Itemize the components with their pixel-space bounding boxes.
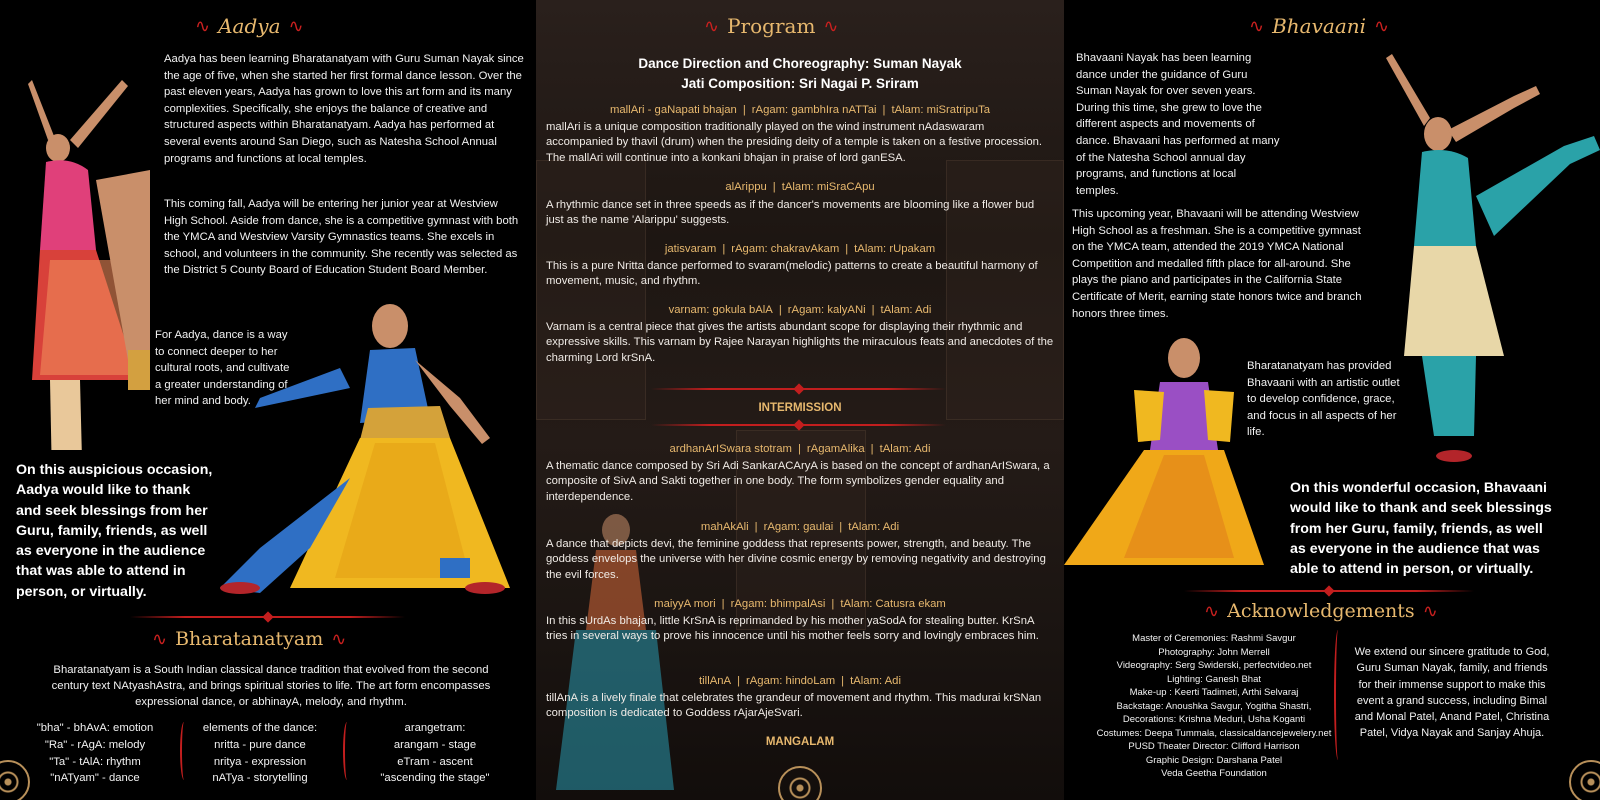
glossary-item: "ascending the stage" xyxy=(380,772,490,785)
credit-line: Master of Ceremonies: Rashmi Savgur xyxy=(1132,633,1296,644)
program-item-header: maiyyA mori | rAgam: bhimpalAsi | tAlam: Catusra ekam xyxy=(654,598,946,610)
swirl-left-icon: ∿ xyxy=(1204,600,1220,622)
acknowledgements-heading xyxy=(1204,600,1438,622)
aadya-bio-2: This coming fall, Aadya will be entering her junior year at Westview High School. Aside from dance, she is a competitive gymnast with both the YMCA and Westview Varsity Gymnastics teams. She excels in school, and volunteers in the community. She recently was selected as the District 5 County Board of Education Student Board Member. xyxy=(164,198,519,277)
swirl-right-icon: ∿ xyxy=(331,628,347,650)
swirl-left-icon: ∿ xyxy=(1249,15,1265,37)
aadya-bio-1: Aadya has been learning Bharatanatyam with Guru Suman Nayak since the age of five, when she started her first formal dance lesson. Over the past eleven years, Aadya has grown to love this art form and its many complexities. Specifically, she enjoys the balance of creative and structured aspects within Bharatanatyam. Aadya has performed at several events around San Diego, such as Natesha School Annual programs and functions at local temples. xyxy=(164,53,524,165)
choreography-credit: Dance Direction and Choreography: Suman Nayak xyxy=(638,56,962,71)
program-heading xyxy=(704,14,839,38)
item-talam: tAlam: miSratripuTa xyxy=(891,104,990,116)
credit-line: Lighting: Ganesh Bhat xyxy=(1166,673,1261,685)
bhavaani-panel xyxy=(1064,0,1600,800)
aadya-dancer-photo-2 xyxy=(200,288,520,608)
item-talam: tAlam: Adi xyxy=(880,304,932,316)
program-item-header: mallAri - gaNapati bhajan | rAgam: gambhIra nATTai | tAlam: miSratripuTa xyxy=(609,104,990,116)
item-talam: tAlam: Adi xyxy=(850,675,901,687)
bracket-divider xyxy=(343,722,351,780)
glossary-item: "Ra" - rAgA: melody xyxy=(44,738,146,751)
swirl-left-icon: ∿ xyxy=(152,628,168,650)
item-name: alArippu xyxy=(725,181,767,193)
item-talam: tAlam: Catusra ekam xyxy=(840,598,946,610)
item-talam: tAlam: Adi xyxy=(879,443,931,455)
program-item-header: ardhanArISwara stotram | rAgamAlika | tAlam: Adi xyxy=(669,443,931,455)
bhavaani-dancer-photo-2 xyxy=(1064,330,1264,580)
glossary-item: arangetram: xyxy=(404,722,466,734)
glossary-item: "bha" - bhAvA: emotion xyxy=(36,722,154,734)
swirl-right-icon: ∿ xyxy=(823,15,839,37)
glossary-item: eTram - ascent xyxy=(397,755,473,768)
bhavaani-thanks: On this wonderful occasion, Bhavaani would like to thank and seek blessings from her Guru, family, friends, as well as everyone in the audience that was able to attend in person, or virtually. xyxy=(1290,480,1552,578)
bhavaani-title: Bhavaani xyxy=(1272,14,1367,38)
mandala-icon xyxy=(778,766,822,800)
program-item-header: tillAnA | rAgam: hindoLam | tAlam: Adi xyxy=(699,675,901,687)
item-name: mahAkAli xyxy=(700,521,749,533)
program-panel xyxy=(536,0,1064,800)
glossary-item: nritya - expression xyxy=(213,755,307,768)
acknowledgements-title: Acknowledgements xyxy=(1227,600,1415,622)
item-name: ardhanArISwara stotram xyxy=(669,443,792,455)
glossary-item: "Ta" - tAlA: rhythm xyxy=(49,755,141,768)
glossary-item: nATya - storytelling xyxy=(212,772,308,785)
intermission-divider-bottom xyxy=(651,424,946,426)
item-ragam: rAgam: bhimpalAsi xyxy=(730,598,826,610)
program-item-desc: Varnam is a central piece that gives the artists abundant scope for displaying their rhythmic and expressive skills. This varnam by Rajee Narayan highlights the miraculous feats and anecdotes of the charming Lord krSnA. xyxy=(546,321,1054,364)
swirl-left-icon: ∿ xyxy=(195,15,211,37)
item-ragam: rAgam: hindoLam xyxy=(746,675,836,687)
item-talam: tAlam: Adi xyxy=(848,521,900,533)
program-item-desc: In this sUrdAs bhajan, little KrSnA is reprimanded by his mother yaSodA for stealing butter. KrSnA tries in several ways to prove his innocence until his mother feels sorry and lovingly embraces him. xyxy=(546,615,1039,643)
program-item-desc: This is a pure Nritta dance performed to svaram(melodic) patterns to create a beautiful harmony of movement, music, and rhythm. xyxy=(546,260,1038,288)
glossary-item: nritta - pure dance xyxy=(214,738,306,751)
item-name: mallAri - gaNapati bhajan xyxy=(609,104,737,116)
item-name: maiyyA mori xyxy=(654,598,716,610)
program-item-header: varnam: gokula bAlA | rAgam: kalyANi | tAlam: Adi xyxy=(668,304,932,316)
mandala-icon xyxy=(1569,760,1600,800)
aadya-bio-3: For Aadya, dance is a way to connect deeper to her cultural roots, and cultivate a greater understanding of her mind and body. xyxy=(155,329,290,408)
credit-line: Decorations: Krishna Meduri, Usha Koganti xyxy=(1122,714,1306,725)
bharatanatyam-title: Bharatanatyam xyxy=(175,628,324,650)
bhavaani-divider xyxy=(1184,590,1474,592)
item-ragam: rAgam: gaulai xyxy=(763,521,834,533)
jati-credit: Jati Composition: Sri Nagai P. Sriram xyxy=(681,76,919,91)
program-credits xyxy=(536,54,1064,94)
program-item-desc: A dance that depicts devi, the feminine goddess that represents power, strength, and beauty. The goddess envelops the universe with her divine cosmic energy by removing negativity and destroying the evil forces. xyxy=(546,538,1046,581)
item-ragam: rAgam: kalyANi xyxy=(787,304,866,316)
glossary-syllables xyxy=(25,720,165,787)
glossary-item: elements of the dance: xyxy=(202,722,318,734)
aadya-thanks: On this auspicious occasion, Aadya would like to thank and seek blessings from her Guru, family, friends, as well as everyone in the audience that was able to attend in person, or virtually. xyxy=(16,462,213,600)
intermission-divider-top xyxy=(651,388,946,390)
credit-line: Graphic Design: Darshana Patel xyxy=(1145,754,1283,766)
credit-line: Videography: Serg Swiderski, perfectvideo.net xyxy=(1116,660,1312,671)
item-name: varnam: gokula bAlA xyxy=(668,304,773,316)
swirl-right-icon: ∿ xyxy=(1374,15,1390,37)
item-ragam: rAgam: chakravAkam xyxy=(731,243,840,255)
bharatanatyam-heading xyxy=(152,628,346,650)
bhavaani-bio-3: Bharatanatyam has provided Bhavaani with an artistic outlet to develop confidence, grace, and focus in all aspects of her life. xyxy=(1247,360,1400,439)
swirl-left-icon: ∿ xyxy=(704,15,720,37)
item-ragam: rAgamAlika xyxy=(806,443,865,455)
aadya-divider xyxy=(130,616,405,618)
credit-line: Veda Geetha Foundation xyxy=(1161,768,1267,779)
bhavaani-bio-1: Bhavaani Nayak has been learning dance under the guidance of Guru Suman Nayak for over seven years. During this time, she grew to love the different aspects and movements of dance. Bhavaani has performed at many of the Natesha School annual day programs, and functions at local temples. xyxy=(1076,52,1280,197)
item-name: jatisvaram xyxy=(664,243,717,255)
glossary-elements xyxy=(190,720,330,787)
glossary-item: "nATyam" - dance xyxy=(50,772,140,785)
aadya-dancer-photo-1 xyxy=(10,60,160,450)
program-title: Program xyxy=(727,14,816,38)
gratitude-text: We extend our sincere gratitude to God, Guru Suman Nayak, family, and friends for their immense support to make this event a grand success, including Bimal and Monal Patel, Anand Patel, Christina Patel, Vidya Nayak and Sanjay Ahuja. xyxy=(1354,646,1550,740)
program-item-desc: tillAnA is a lively finale that celebrates the grandeur of movement and rhythm. This madurai krSNan composition is dedicated to Goddess rAjarAjeSvari. xyxy=(546,692,1042,720)
bhavaani-bio-2: This upcoming year, Bhavaani will be attending Westview High School as a freshman. She is a competitive gymnast on the YMCA team, attended the 2019 YMCA National Competition and medalled fifth place for all-around. She plays the piano and participates in the California State Certificate of Merit, earning state honors twice and branch honors three times. xyxy=(1072,208,1362,320)
program-item-desc: A rhythmic dance set in three speeds as if the dancer's movements are blooming like a flower bud just as the name 'Alarippu' suggests. xyxy=(546,199,1035,227)
credit-line: Backstage: Anoushka Savgur, Yogitha Shastri, xyxy=(1116,700,1312,712)
swirl-right-icon: ∿ xyxy=(288,15,304,37)
item-name: tillAnA xyxy=(699,675,732,687)
item-ragam: rAgam: gambhIra nATTai xyxy=(751,104,877,116)
program-item-header: alArippu | tAlam: miSraCApu xyxy=(725,181,875,193)
intermission-label: INTERMISSION xyxy=(758,402,842,414)
credit-line: PUSD Theater Director: Clifford Harrison xyxy=(1128,741,1300,752)
item-talam: tAlam: miSraCApu xyxy=(781,181,875,193)
bhavaani-heading xyxy=(1249,14,1389,38)
mangalam-label: MANGALAM xyxy=(765,736,835,748)
bharatanatyam-text: Bharatanatyam is a South Indian classical dance tradition that evolved from the second century text NAtyashAstra, and brings spiritual stories to life. The art form encompasses expressional dance, or abhinayA, melody, and rhythm. xyxy=(51,664,491,709)
credit-line: Make-up : Keerti Tadimeti, Arthi Selvaraj xyxy=(1129,687,1299,698)
bracket-divider xyxy=(180,722,188,780)
glossary-arangetram xyxy=(360,720,510,787)
credits-list xyxy=(1084,632,1344,781)
aadya-title: Aadya xyxy=(218,14,281,38)
bracket-divider xyxy=(1334,630,1342,760)
credit-line: Costumes: Deepa Tummala, classicaldancejewelery.net xyxy=(1096,727,1332,739)
program-item-desc: mallAri is a unique composition traditionally played on the wind instrument nAdaswaram accompanied by thavil (drum) when the presiding deity of a temple is taken on a festive procession. The mallAri will continue into a konkani bhajan in praise of lord ganESA. xyxy=(546,121,1043,164)
program-item-desc: A thematic dance composed by Sri Adi SankarACAryA is based on the concept of ardhanArISwara, a composite of SivA and Sakti together in one body. The form symbolizes gender equality and interdependence. xyxy=(546,460,1050,503)
swirl-right-icon: ∿ xyxy=(1422,600,1438,622)
glossary-item: arangam - stage xyxy=(393,738,477,751)
aadya-panel xyxy=(0,0,536,800)
program-item-header: mahAkAli | rAgam: gaulai | tAlam: Adi xyxy=(700,521,900,533)
aadya-heading xyxy=(195,14,304,38)
program-item-header: jatisvaram | rAgam: chakravAkam | tAlam: rUpakam xyxy=(664,243,936,255)
credit-line: Photography: John Merrell xyxy=(1158,646,1270,658)
item-talam: tAlam: rUpakam xyxy=(854,243,936,255)
